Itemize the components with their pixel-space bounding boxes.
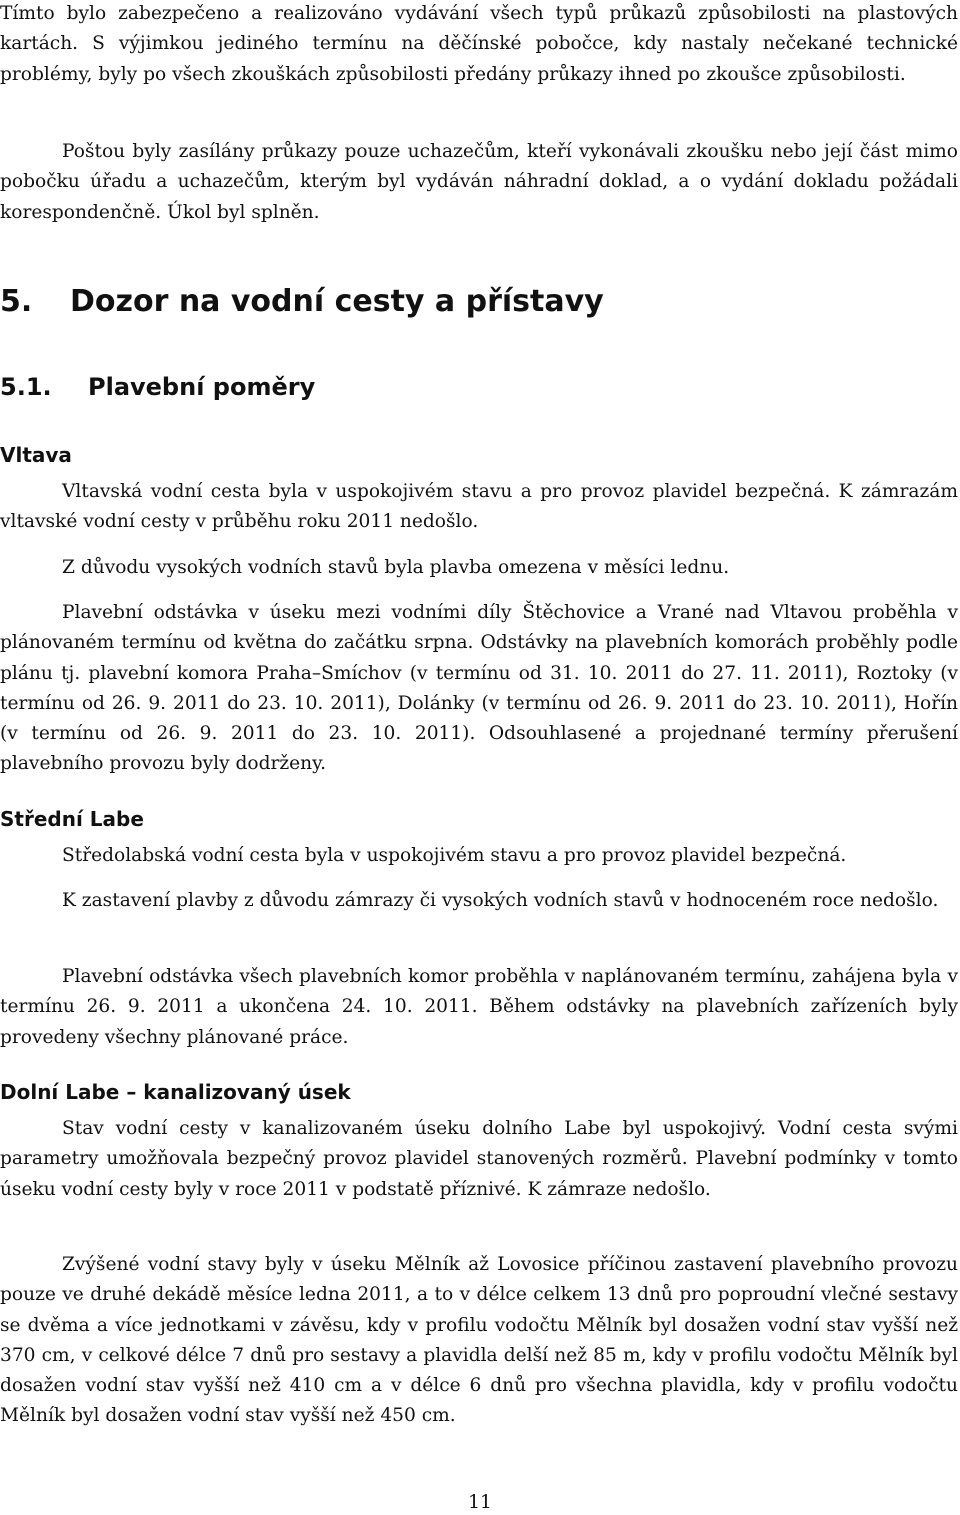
section-number: 5. [0,284,33,319]
heading-stredni-labe: Střední Labe [0,807,144,831]
section-heading [0,284,604,319]
heading-dolni-labe: Dolní Labe – kanalizovaný úsek [0,1080,351,1104]
paragraph-dolni-state: Stav vodní cesty v kanalizovaném úseku dolního Labe byl uspokojivý. Vodní cesta svými parametry umožňovala bezpečný provoz plavidel stanovených rozměrů. Plavební podmínky v tomto úseku vodní cesty byly v roce 2011 v podstatě příznivé. K zámraze nedošlo. [0,1118,958,1200]
paragraph-stredni-outage: Plavební odstávka všech plavebních komor proběhla v naplánovaném termínu, zahájena byla v termínu 26. 9. 2011 a ukončena 24. 10. 2011. Během odstávky na plavebních zařízeních byly provedeny všechny plánované práce. [0,966,958,1048]
paragraph-dolni-high-water: Zvýšené vodní stavy byly v úseku Mělník až Lovosice příčinou zastavení plavebního provozu pouze ve druhé dekádě měsíce ledna 2011, a to v délce celkem 13 dnů pro poproudní vlečné sestavy se dvěma a více jednotkami v závěsu, kdy v profilu vodočtu Mělník byl dosažen vodní stav vyšší než 370 cm, v celkové délce 7 dnů pro sestavy a plavidla delší než 85 m, kdy v profilu vodočtu Mělník byl dosažen vodní stav vyšší než 410 cm a v délce 6 dnů pro všechna plavidla, kdy v profilu vodočtu Mělník byl dosažen vodní stav vyšší než 450 cm. [0,1254,958,1427]
paragraph-stredni-stoppage: K zastavení plavby z důvodu zámrazy či vysokých vodních stavů v hodnoceném roce nedošlo. [62,890,939,911]
heading-vltava: Vltava [0,443,72,467]
page-number: 11 [468,1492,492,1513]
paragraph-vltava-outage: Plavební odstávka v úseku mezi vodními díly Štěchovice a Vrané nad Vltavou proběhla v plánovaném termínu od května do začátku srpna. Odstávky na plavebních komorách proběhly podle plánu tj. plavební komora Praha–Smíchov (v termínu od 31. 10. 2011 do 27. 11. 2011), Roztoky (v termínu od 26. 9. 2011 do 23. 10. 2011), Dolánky (v termínu od 26. 9. 2011 do 23. 10. 2011), Hořín (v termínu od 26. 9. 2011 do 23. 10. 2011). Odsouhlasené a projednané termíny přerušení plavebního provozu byly dodrženy. [0,602,958,775]
paragraph-stredni-state: Středolabská vodní cesta byla v uspokojivém stavu a pro provoz plavidel bezpečná. [62,845,847,866]
paragraph-vltava-high-water: Z důvodu vysokých vodních stavů byla plavba omezena v měsíci lednu. [62,557,730,578]
paragraph-vltava-state: Vltavská vodní cesta byla v uspokojivém stavu a pro provoz plavidel bezpečná. K zámrazám vltavské vodní cesty v průběhu roku 2011 nedošlo. [0,481,958,533]
paragraph-cards: Tímto bylo zabezpečeno a realizováno vydávání všech typů průkazů způsobilosti na plastových kartách. S výjimkou jediného termínu na děčínské pobočce, kdy nastaly nečekané technické problémy, byly po všech zkouškách způsobilosti předány průkazy ihned po zkoušce způsobilosti. [0,3,958,85]
subsection-title: Plavební poměry [88,373,316,401]
paragraph-postal: Poštou byly zasílány průkazy pouze uchazečům, kteří vykonávali zkoušku nebo její část mimo pobočku úřadu a uchazečům, kterým byl vydáván náhradní doklad, a o vydání dokladu požádali korespondenčně. Úkol byl splněn. [0,141,958,223]
subsection-heading [0,373,315,401]
section-title: Dozor na vodní cesty a přístavy [70,284,604,319]
subsection-number: 5.1. [0,373,52,401]
